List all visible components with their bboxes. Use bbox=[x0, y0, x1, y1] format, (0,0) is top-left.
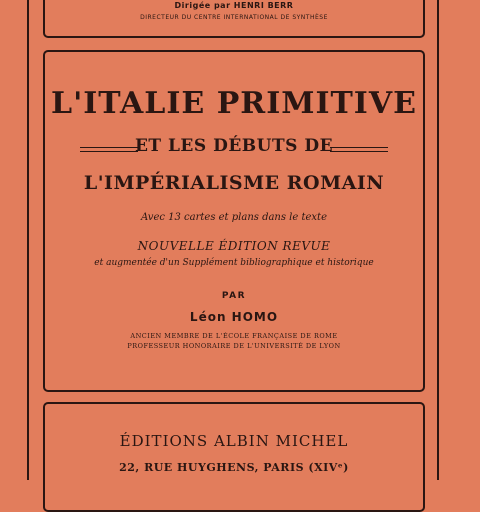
edition-note: et augmentée d'un Supplément bibliographique et historique bbox=[94, 258, 374, 268]
publisher-box bbox=[43, 402, 425, 512]
book-subtitle: L'IMPÉRIALISME ROMAIN bbox=[83, 172, 385, 194]
by-label: PAR bbox=[221, 291, 247, 301]
book-subtitle-line: ET LES DÉBUTS DE bbox=[134, 136, 334, 156]
author-credential: ANCIEN MEMBRE DE L'ÉCOLE FRANÇAISE DE ROME bbox=[130, 332, 338, 340]
author-name: Léon HOMO bbox=[189, 310, 279, 324]
book-title: L'ITALIE PRIMITIVE bbox=[51, 86, 417, 121]
title-box bbox=[43, 50, 425, 392]
series-director: Dirigée par HENRI BERR bbox=[174, 1, 294, 10]
author-credential: PROFESSEUR HONORAIRE DE L'UNIVERSITÉ DE LYON bbox=[127, 342, 341, 350]
maps-note: Avec 13 cartes et plans dans le texte bbox=[140, 212, 327, 223]
publisher-address: 22, RUE HUYGHENS, PARIS (XIVᵉ) bbox=[119, 461, 349, 474]
publisher-name: ÉDITIONS ALBIN MICHEL bbox=[119, 432, 349, 450]
series-director-role: DIRECTEUR DU CENTRE INTERNATIONAL DE SYNTHÈSE bbox=[140, 14, 328, 21]
left-border-line bbox=[27, 0, 29, 480]
series-header-box bbox=[43, 0, 425, 38]
right-ornament-rule bbox=[330, 147, 388, 152]
right-border-line bbox=[437, 0, 439, 480]
edition-label: NOUVELLE ÉDITION REVUE bbox=[137, 239, 331, 253]
